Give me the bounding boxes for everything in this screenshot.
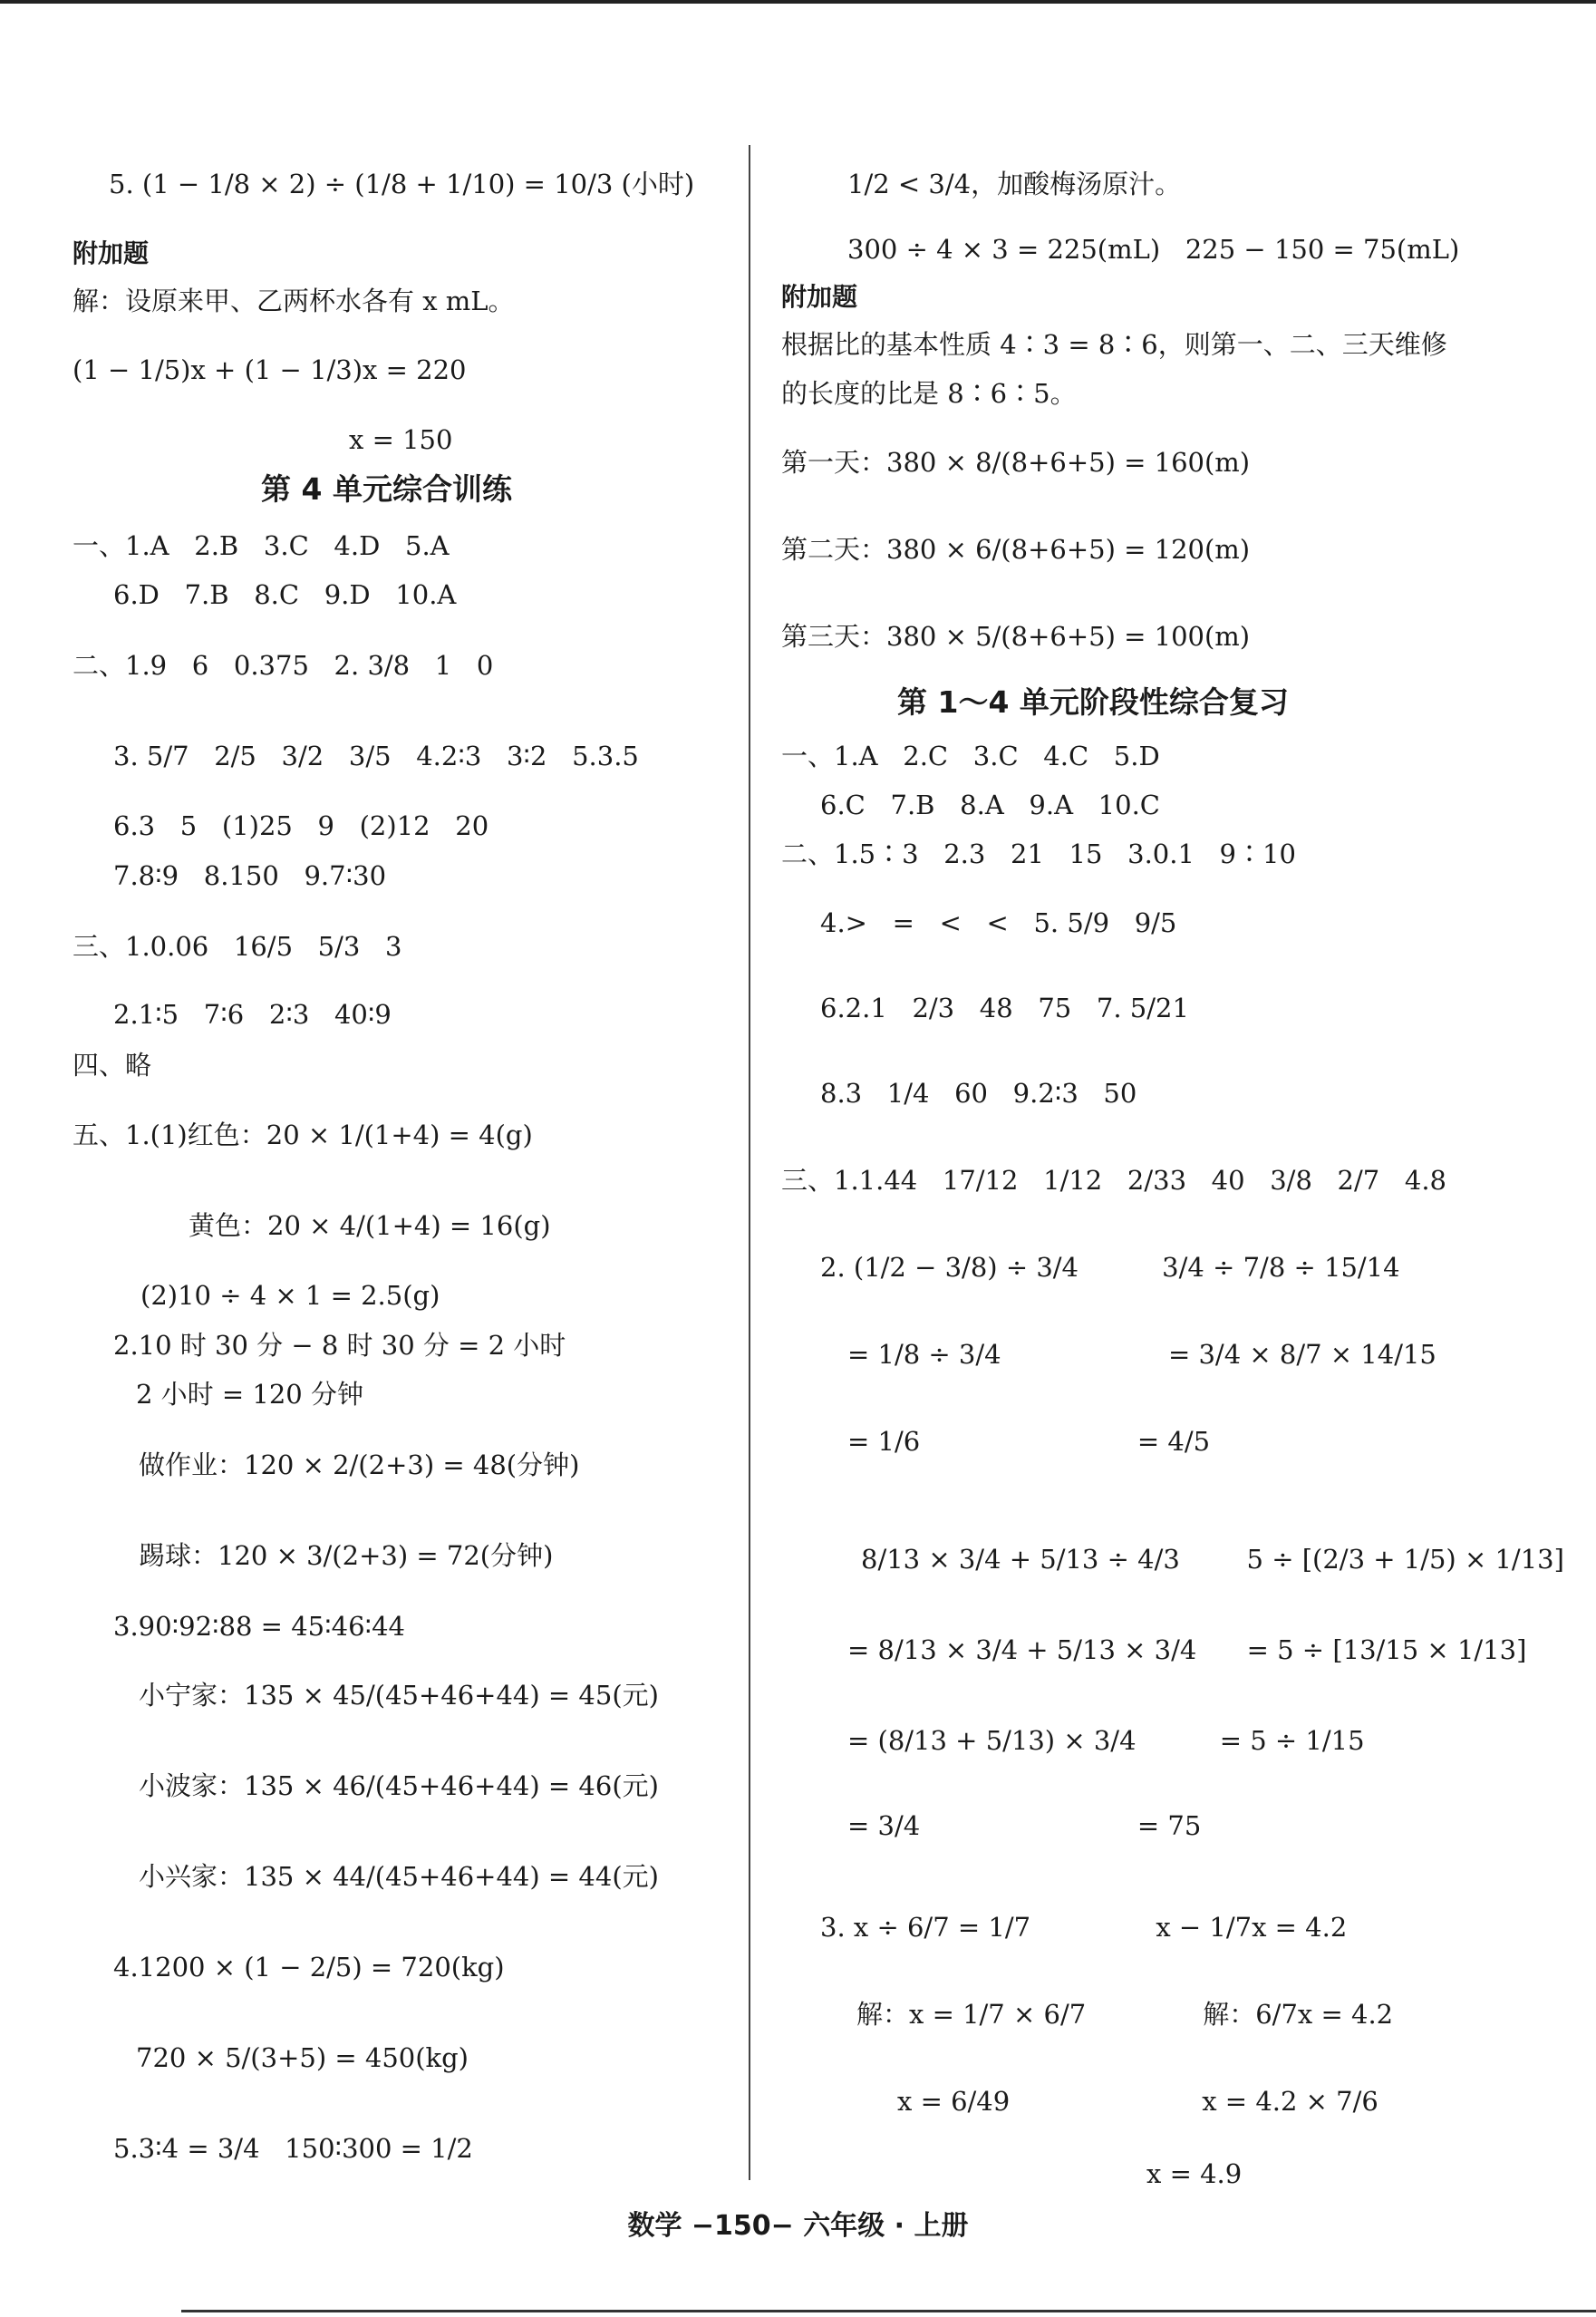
left-line-16: 五、1.(1)红色：20 × 1/(1+4) = 4(g): [73, 1120, 533, 1150]
left-line-17: 黄色：20 × 4/(1+4) = 16(g): [189, 1210, 551, 1241]
right-line-17: 2. (1/2 − 3/8) ÷ 3/4 3/4 ÷ 7/8 ÷ 15/14: [820, 1252, 1400, 1283]
left-line-26: 小兴家：135 × 44/(45+46+44) = 44(元): [139, 1861, 659, 1892]
left-line-27: 4.1200 × (1 − 2/5) = 720(kg): [113, 1952, 505, 1983]
left-line-18: (2)10 ÷ 4 × 1 = 2.5(g): [140, 1280, 440, 1311]
right-line-14: 6.2.1 2/3 48 75 7. 5/21: [820, 993, 1189, 1023]
left-line-14: 2.1∶5 7∶6 2∶3 40∶9: [113, 999, 392, 1030]
left-line-19: 2.10 时 30 分 − 8 时 30 分 = 2 小时: [113, 1330, 566, 1361]
unit4-title: 第 4 单元综合训练: [261, 471, 512, 507]
left-heading-extra: 附加题: [73, 238, 150, 268]
right-line-5: 的长度的比是 8∶6∶5。: [781, 378, 1077, 409]
left-line-20: 2 小时 = 120 分钟: [136, 1379, 363, 1410]
left-line-22: 踢球：120 × 3/(2+3) = 72(分钟): [139, 1540, 554, 1571]
right-line-8: 第三天：380 × 5/(8+6+5) = 100(m): [781, 621, 1251, 652]
right-line-4: 根据比的基本性质 4∶3 = 8∶6，则第一、二、三天维修: [781, 329, 1447, 360]
right-line-15: 8.3 1/4 60 9.2∶3 50: [820, 1078, 1137, 1109]
right-line-19: = 1/6 = 4/5: [847, 1426, 1211, 1457]
right-line-6: 第一天：380 × 8/(8+6+5) = 160(m): [781, 447, 1251, 478]
right-line-22: = (8/13 + 5/13) × 3/4 = 5 ÷ 1/15: [847, 1725, 1365, 1756]
right-line-13: 4.> = < < 5. 5/9 9/5: [820, 907, 1177, 938]
top-rule: [0, 0, 1596, 4]
review-title: 第 1～4 单元阶段性综合复习: [897, 684, 1289, 720]
right-line-21: = 8/13 × 3/4 + 5/13 × 3/4 = 5 ÷ [13/15 × 1/13]: [847, 1634, 1527, 1665]
bottom-rule: [181, 2310, 1596, 2312]
left-line-24: 小宁家：135 × 45/(45+46+44) = 45(元): [139, 1680, 659, 1711]
right-line-18: = 1/8 ÷ 3/4 = 3/4 × 8/7 × 14/15: [847, 1339, 1436, 1370]
right-line-24: 3. x ÷ 6/7 = 1/7 x − 1/7x = 4.2: [820, 1912, 1348, 1943]
left-line-9: 二、1.9 6 0.375 2. 3/8 1 0: [73, 650, 494, 681]
page-footer: 数学 −150− 六年级 · 上册: [627, 2210, 969, 2242]
column-divider: [749, 145, 750, 2180]
left-line-4: (1 − 1/5)x + (1 − 1/3)x = 220: [73, 354, 467, 385]
right-line-7: 第二天：380 × 6/(8+6+5) = 120(m): [781, 534, 1251, 565]
left-line-8: 6.D 7.B 8.C 9.D 10.A: [113, 579, 457, 610]
right-heading-extra: 附加题: [781, 282, 858, 312]
left-line-12: 7.8∶9 8.150 9.7∶30: [113, 860, 387, 891]
left-line-1: 5. (1 − 1/8 × 2) ÷ (1/8 + 1/10) = 10/3 (小时): [109, 169, 695, 199]
left-line-10: 3. 5/7 2/5 3/2 3/5 4.2∶3 3∶2 5.3.5: [113, 741, 639, 771]
right-line-26: x = 6/49 x = 4.2 × 7/6: [897, 2086, 1378, 2117]
left-line-5: x = 150: [349, 424, 453, 455]
right-line-23: = 3/4 = 75: [847, 1810, 1202, 1841]
left-line-21: 做作业：120 × 2/(2+3) = 48(分钟): [139, 1449, 580, 1480]
left-line-15: 四、略: [73, 1050, 152, 1081]
right-line-11: 6.C 7.B 8.A 9.A 10.C: [820, 790, 1160, 820]
right-line-1: 1/2 < 3/4，加酸梅汤原汁。: [847, 169, 1182, 199]
left-line-29: 5.3∶4 = 3/4 150∶300 = 1/2: [113, 2133, 473, 2164]
left-line-3: 解：设原来甲、乙两杯水各有 x mL。: [73, 286, 515, 316]
left-line-11: 6.3 5 (1)25 9 (2)12 20: [113, 810, 489, 841]
right-line-20: 8/13 × 3/4 + 5/13 ÷ 4/3 5 ÷ [(2/3 + 1/5) × 1/13]: [861, 1544, 1564, 1575]
right-line-27: x = 4.9: [1146, 2158, 1243, 2189]
left-line-25: 小波家：135 × 46/(45+46+44) = 46(元): [139, 1770, 659, 1801]
right-line-12: 二、1.5∶3 2.3 21 15 3.0.1 9∶10: [781, 839, 1296, 869]
left-line-28: 720 × 5/(3+5) = 450(kg): [136, 2042, 469, 2073]
right-line-10: 一、1.A 2.C 3.C 4.C 5.D: [781, 741, 1160, 771]
left-line-13: 三、1.0.06 16/5 5/3 3: [73, 931, 402, 962]
right-line-16: 三、1.1.44 17/12 1/12 2/33 40 3/8 2/7 4.8: [781, 1165, 1447, 1196]
right-line-2: 300 ÷ 4 × 3 = 225(mL) 225 − 150 = 75(mL): [847, 234, 1460, 265]
left-line-23: 3.90∶92∶88 = 45∶46∶44: [113, 1611, 406, 1642]
left-line-7: 一、1.A 2.B 3.C 4.D 5.A: [73, 530, 450, 561]
right-line-25: 解：x = 1/7 × 6/7 解：6/7x = 4.2: [856, 1999, 1394, 2030]
